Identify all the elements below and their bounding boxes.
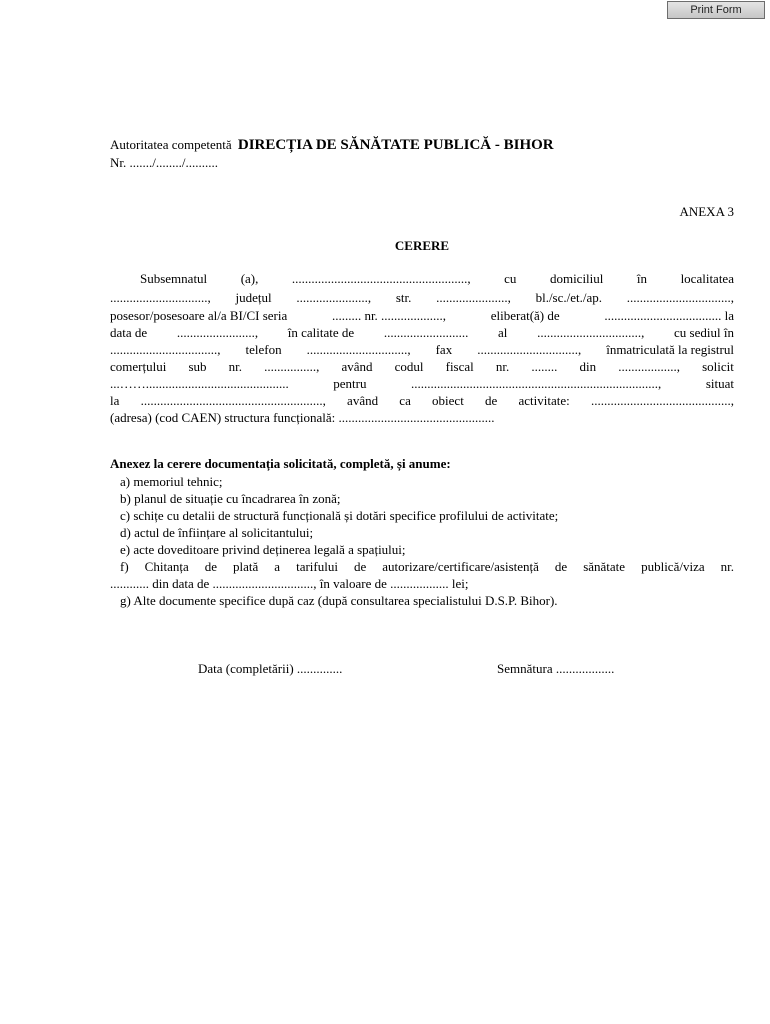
body-word: având bbox=[347, 393, 379, 408]
body-word: telefon bbox=[245, 342, 282, 357]
body-word: situat bbox=[705, 376, 734, 391]
body-word: ......... nr. ..................., bbox=[331, 308, 447, 323]
attachment-item: d) actul de înființare al solicitantului; bbox=[120, 525, 314, 540]
attachment-item: b) planul de situație cu încadrarea în zonă; bbox=[120, 491, 341, 506]
body-word: înmatriculată la registrul bbox=[606, 342, 734, 357]
body-line bbox=[110, 325, 734, 341]
body-word: .............................., bbox=[110, 290, 211, 305]
body-line bbox=[110, 342, 734, 358]
attachment-item: ............ din data de ..............................., în valoare de .................. lei; bbox=[110, 576, 469, 591]
body-line bbox=[110, 359, 734, 375]
body-word: ......................, bbox=[436, 290, 511, 305]
body-word: codul bbox=[394, 359, 424, 374]
body-line bbox=[110, 271, 734, 287]
body-word: ..........................................., bbox=[590, 393, 734, 408]
body-word: în calitate de bbox=[287, 325, 355, 340]
body-line bbox=[110, 410, 734, 426]
body-word: domiciliul bbox=[549, 271, 604, 286]
authority-line bbox=[110, 137, 554, 154]
body-word: fiscal bbox=[445, 359, 474, 374]
body-word: al bbox=[498, 325, 508, 340]
body-word: în bbox=[636, 271, 648, 286]
body-word: Subsemnatul bbox=[140, 271, 208, 286]
body-word: ................, bbox=[264, 359, 320, 374]
body-word: fax bbox=[435, 342, 453, 357]
attachment-item: a) memoriul tehnic; bbox=[120, 474, 223, 489]
body-line bbox=[110, 376, 734, 392]
body-word: sub bbox=[188, 359, 207, 374]
body-word: ..............................., bbox=[306, 342, 411, 357]
body-word: ...……............................................ bbox=[110, 376, 289, 391]
attachment-item: f) Chitanța de plată a tarifului de autorizare/certificare/asistență de sănătate publică/viza nr. bbox=[120, 559, 734, 574]
authority-name: DIRECȚIA DE SĂNĂTATE PUBLICĂ - BIHOR bbox=[237, 137, 554, 153]
authority-label: Autoritatea competentă bbox=[110, 137, 232, 152]
signature-field: Semnătura .................. bbox=[497, 661, 615, 676]
body-word: ................................., bbox=[110, 342, 221, 357]
body-word: ......................, bbox=[296, 290, 372, 305]
attachments-title: Anexez la cerere documentația solicitată, completă, și anume: bbox=[110, 456, 451, 471]
annex-label: ANEXA 3 bbox=[679, 204, 734, 219]
body-word: .................................... la bbox=[604, 308, 734, 323]
body-word: având bbox=[341, 359, 373, 374]
body-word: posesor/posesoare al/a BI/CI seria bbox=[110, 308, 288, 323]
date-field: Data (completării) .............. bbox=[198, 661, 343, 676]
body-word: data de bbox=[110, 325, 148, 340]
body-word: din bbox=[579, 359, 597, 374]
body-word: localitatea bbox=[680, 271, 734, 286]
body-word: ........................, bbox=[176, 325, 259, 340]
body-word: obiect bbox=[432, 393, 464, 408]
body-word: nr. bbox=[495, 359, 510, 374]
body-word: cu bbox=[504, 271, 517, 286]
body-word: de bbox=[485, 393, 498, 408]
print-form-button[interactable]: Print Form bbox=[667, 1, 765, 19]
body-word: str. bbox=[395, 290, 412, 305]
body-word: pentru bbox=[333, 376, 367, 391]
body-line bbox=[110, 308, 734, 324]
body-word: (a), bbox=[240, 271, 259, 286]
body-line bbox=[110, 393, 734, 409]
body-line bbox=[110, 290, 734, 306]
body-word: ......................................................, bbox=[291, 271, 471, 286]
body-word: activitate: bbox=[518, 393, 570, 408]
body-word: ................................, bbox=[626, 290, 734, 305]
body-word: .................., bbox=[618, 359, 680, 374]
document-title: CERERE bbox=[394, 238, 450, 253]
body-word: la bbox=[110, 393, 120, 408]
attachment-item: c) schițe cu detalii de structură funcțională și dotări specifice profilului de activitate; bbox=[120, 508, 559, 523]
attachment-item: g) Alte documente specifice după caz (după consultarea specialistului D.S.P. Bihor). bbox=[120, 593, 558, 608]
body-word: ............................................................................, bbox=[411, 376, 662, 391]
body-word: ca bbox=[399, 393, 411, 408]
body-word: comerțului bbox=[110, 359, 167, 374]
attachment-item: e) acte doveditoare privind deținerea legală a spațiului; bbox=[120, 542, 406, 557]
body-word: (adresa) (cod CAEN) structura funcțională: ................................................ bbox=[110, 410, 495, 425]
body-word: .......................... bbox=[383, 325, 469, 340]
body-word: ..............................., bbox=[477, 342, 582, 357]
registration-number: Nr. ......./......../.......... bbox=[110, 155, 218, 170]
body-word: cu sediul în bbox=[674, 325, 734, 340]
body-word: ........................................................, bbox=[140, 393, 326, 408]
body-word: bl./sc./et./ap. bbox=[535, 290, 603, 305]
body-word: județul bbox=[235, 290, 272, 305]
body-word: eliberat(ă) de bbox=[490, 308, 560, 323]
body-word: solicit bbox=[702, 359, 734, 374]
body-word: nr. bbox=[228, 359, 242, 374]
body-word: ................................, bbox=[537, 325, 645, 340]
body-word: ........ bbox=[531, 359, 558, 374]
